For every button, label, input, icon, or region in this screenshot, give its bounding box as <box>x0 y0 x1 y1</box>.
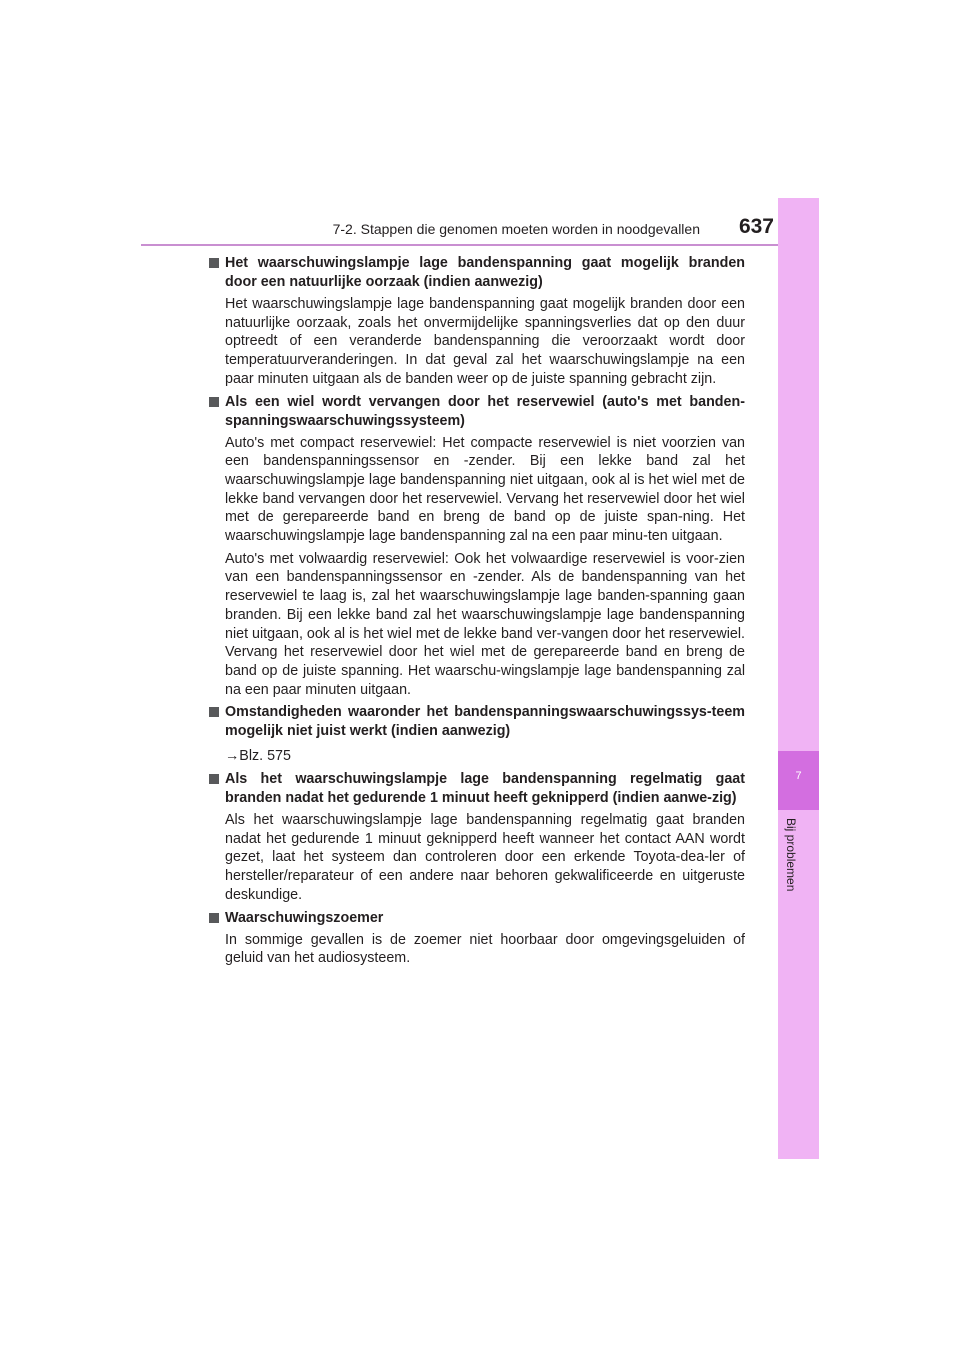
section-spare-wheel <box>209 393 745 700</box>
square-bullet-icon <box>209 913 219 923</box>
section-paragraph: Als het waarschuwingslampje lage bandenspanning regelmatig gaat branden nadat het gedurende 1 minuut geknipperd heeft wanneer het contact AAN wordt gezet, laat het systeem dan controleren door een erkende Toyota-dea-ler of hersteller/reparateur of een andere naar behoren gekwalificeerde en uitgeruste deskundige. <box>225 812 745 903</box>
section-warning-buzzer <box>209 909 745 968</box>
section-heading <box>209 254 745 292</box>
section-heading <box>209 703 745 741</box>
section-paragraph: In sommige gevallen is de zoemer niet hoorbaar door omgevingsgeluiden of geluid van het audiosysteem. <box>225 931 745 967</box>
section-paragraph: Auto's met compact reservewiel: Het compacte reservewiel is niet voorzien van een bandenspanningssensor en -zender. Bij een lekke band zal het waarschuwingslampje lage bandenspanning niet uitgaan, ook al is het wiel met de lekke band vervangen door het reservewiel. Vervang het reservewiel door het wiel met de gerepareerde band en breng de band op de juiste span-ning. Het waarschuwingslampje lage bandenspanning zal na een paar minu-ten uitgaan. <box>225 434 745 545</box>
section-paragraph: Auto's met volwaardig reservewiel: Ook het volwaardige reservewiel is voor-zien van een bandenspanningssensor en -zender. Als de bandenspanning van het reservewiel te laag is, zal het waarschuwingslampje lage banden-spanning gaan branden. Bij een lekke band zal het waarschuwingslampje lage bandenspanning niet uitgaan, ook al is het wiel met de lekke band ver-vangen door het reservewiel. Vervang het reservewiel door het wiel met de gerepareerde band en breng de band op de juiste spanning. Het waarschu-wingslampje lage bandenspanning zal na een paar minuten uitgaan. <box>225 550 745 698</box>
section-heading <box>209 909 745 928</box>
section-heading <box>209 393 745 431</box>
header-rule <box>141 244 818 246</box>
section-heading <box>209 770 745 808</box>
square-bullet-icon <box>209 258 219 268</box>
running-header: 7-2. Stappen die genomen moeten worden in noodgevallen <box>332 221 700 237</box>
page-number: 637 <box>738 215 774 238</box>
section-heading-text: Als het waarschuwingslampje lage bandenspanning regelmatig gaat branden nadat het gedurende 1 minuut heeft geknipperd (indien aanwe-zig) <box>225 771 745 807</box>
section-flashing-light <box>209 770 745 905</box>
section-heading-text: Het waarschuwingslampje lage bandenspanning gaat mogelijk branden door een natuurlijke oorzaak (indien aanwezig) <box>225 255 745 290</box>
chapter-side-tab <box>778 198 819 1159</box>
section-system-malfunction <box>209 703 745 766</box>
section-heading-text: Als een wiel wordt vervangen door het reservewiel (auto's met banden-spanningswaarschuwingssysteem) <box>225 393 745 429</box>
square-bullet-icon <box>209 774 219 784</box>
section-natural-cause <box>209 254 745 389</box>
page-content <box>209 254 745 972</box>
chapter-label: Bij problemen <box>784 818 798 892</box>
section-heading-text: Waarschuwingszoemer <box>225 909 384 926</box>
square-bullet-icon <box>209 707 219 717</box>
section-heading-text: Omstandigheden waaronder het bandenspanningswaarschuwingssys-teem mogelijk niet juist werkt (indien aanwezig) <box>225 704 745 740</box>
section-paragraph: Het waarschuwingslampje lage bandenspanning gaat mogelijk branden door een natuurlijke oorzaak, zoals het onvermijdelijke spanningsverlies dat op den duur optreedt of een veranderde bandenspanning die veroorzaakt wordt door temperatuurveranderingen. In dat geval zal het waarschuwingslampje na een paar minuten uitgaan als de banden weer op de juiste spanning gebracht zijn. <box>225 296 745 387</box>
square-bullet-icon <box>209 397 219 407</box>
chapter-number: 7 <box>795 770 802 782</box>
page-reference-link[interactable]: →Blz. 575 <box>225 748 291 765</box>
